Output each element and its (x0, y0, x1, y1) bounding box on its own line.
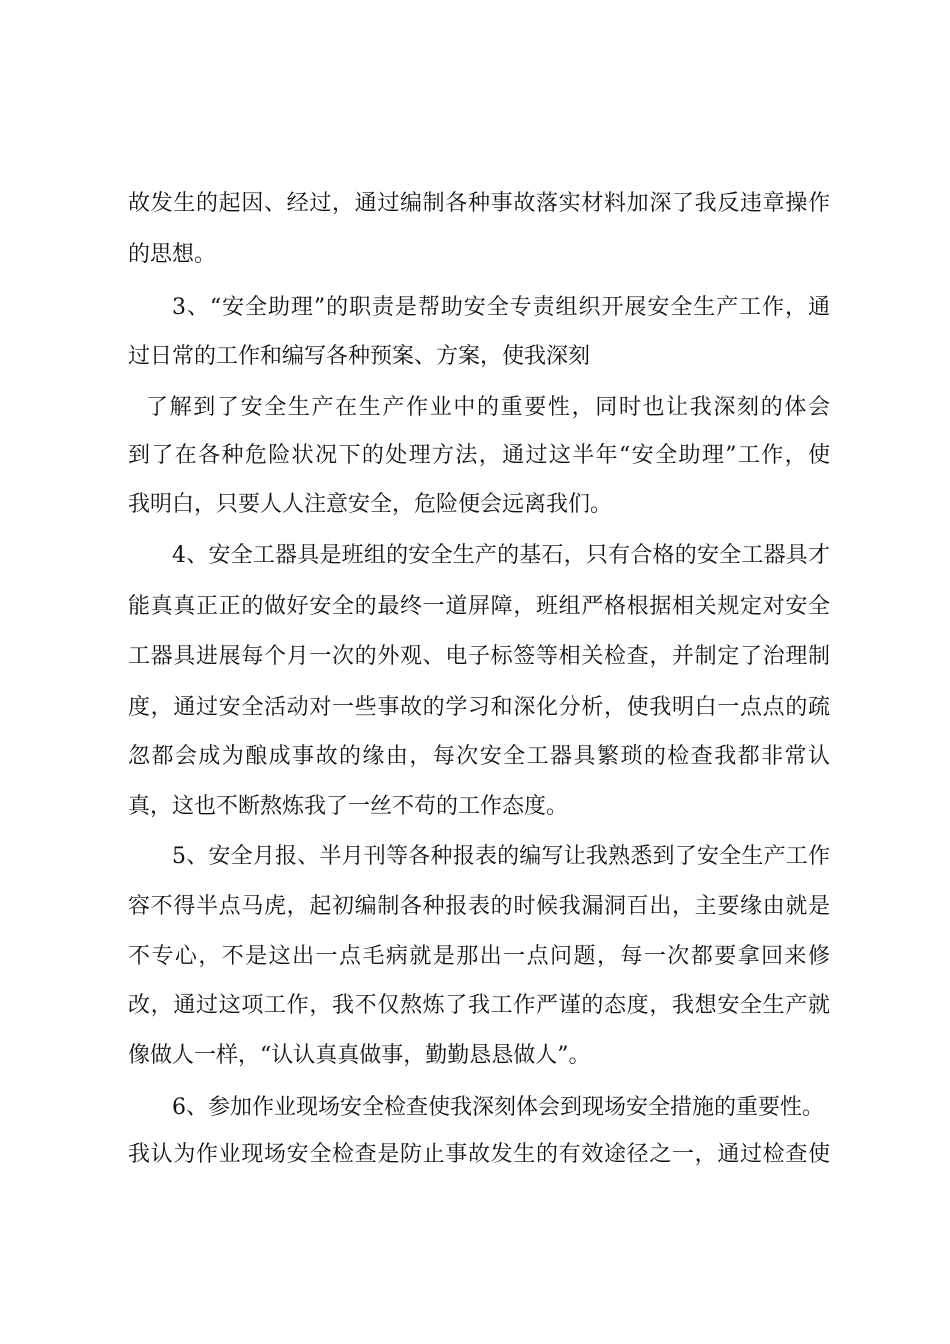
text-line: 度，通过安全活动对一些事故的学习和深化分析，使我明白一点点的疏 (128, 695, 831, 720)
text-line: 3、“安全助理”的职责是帮助安全专责组织开展安全生产工作，通 (172, 295, 831, 320)
text-line: 改，通过这项工作，我不仅熬炼了我工作严谨的态度，我想安全生产就 (128, 993, 831, 1018)
text-line: 能真真正正的做好安全的最终一道屏障，班组严格根据相关规定对安全 (128, 594, 831, 619)
text-line: 了解到了安全生产在生产作业中的重要性，同时也让我深刻的体会 (146, 395, 832, 420)
text-line: 像做人一样，“认认真真做事，勤勤恳恳做人”。 (128, 1043, 591, 1068)
text-line: 故发生的起因、经过，通过编制各种事故落实材料加深了我反违章操作 (128, 191, 831, 216)
text-line: 的思想。 (128, 242, 217, 267)
text-line: 过日常的工作和编写各种预案、方案，使我深刻 (128, 344, 591, 369)
text-line: 不专心，不是这出一点毛病就是那出一点问题，每一次都要拿回来修 (128, 944, 832, 969)
text-line: 5、安全月报、半月刊等各种报表的编写让我熟悉到了安全生产工作 (172, 844, 831, 869)
text-line: 我明白，只要人人注意安全，危险便会远离我们。 (128, 492, 613, 517)
text-line: 我认为作业现场安全检查是防止事故发生的有效途径之一，通过检查使 (128, 1142, 831, 1167)
text-line: 真，这也不断熬炼我了一丝不苟的工作态度。 (128, 794, 569, 819)
text-line: 容不得半点马虎，起初编制各种报表的时候我漏洞百出，主要缘由就是 (128, 894, 831, 919)
text-line: 忽都会成为酿成事故的缘由，每次安全工器具繁琐的检查我都非常认 (128, 744, 832, 769)
text-line: 工器具进展每个月一次的外观、电子标签等相关检查，并制定了治理制 (128, 644, 831, 669)
text-line: 6、参加作业现场安全检查使我深刻体会到现场安全措施的重要性。 (172, 1095, 824, 1120)
text-line: 到了在各种危险状况下的处理方法，通过这半年“安全助理”工作，使 (128, 443, 832, 468)
text-line: 4、安全工器具是班组的安全生产的基石，只有合格的安全工器具才 (172, 543, 831, 568)
